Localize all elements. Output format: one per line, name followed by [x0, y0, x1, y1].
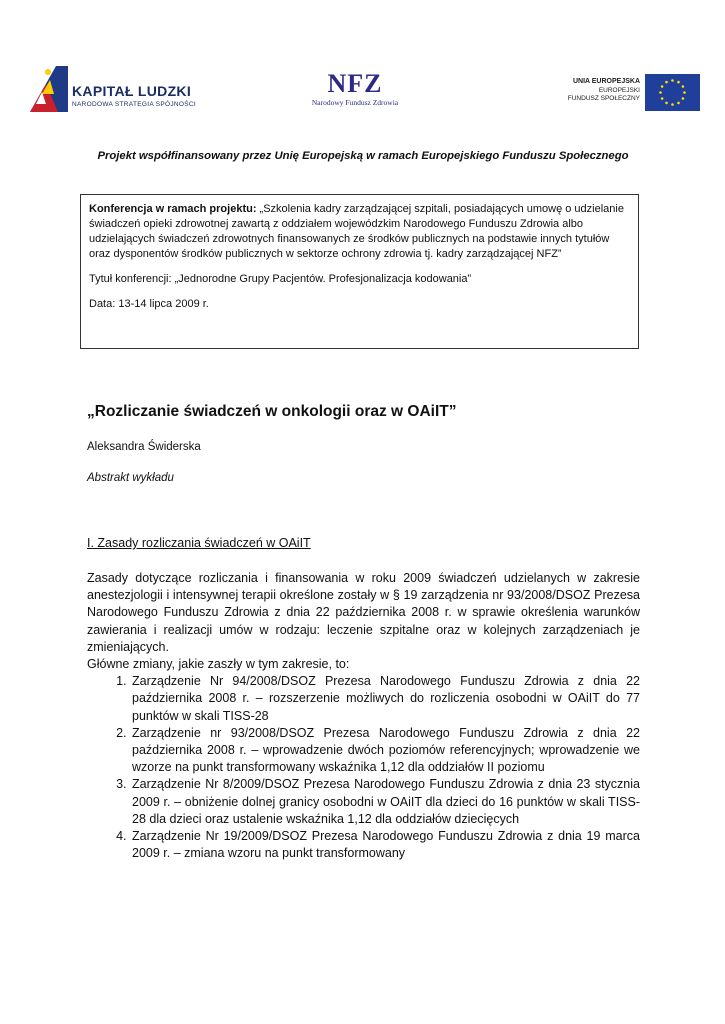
- project-description: „Szkolenia kadry zarządzającej szpitali, posiadających umowę o udzielanie świadczeń opieki zdrowotnej zawartą z oddziałem wojewódzkim Narodowego Funduszu Zdrowia albo udzielających świadczeń zdrowotnych finansowanych ze środków publicznych na podstawie innych tytułów oraz dysponentów środków publicznych w sektorze ochrony zdrowia tj. kadry zarządzającej NFZ”: [89, 203, 624, 260]
- eu-flag-icon: [645, 74, 700, 111]
- nfz-mark: NFZ: [327, 69, 383, 98]
- lecture-title: „Rozliczanie świadczeń w onkologii oraz w OAiIT”: [87, 403, 457, 420]
- document-body: [87, 150, 640, 861]
- conference-date: Data: 13-14 lipca 2009 r.: [89, 298, 209, 310]
- kapital-ludzki-emblem-icon: [28, 64, 70, 114]
- list-item: 4. Zarządzenie Nr 19/2009/DSOZ Prezesa Narodowego Funduszu Zdrowia z dnia 19 marca 2009 r. – zmiana wzoru na punkt transformowany: [130, 828, 640, 862]
- eu-logo: [540, 74, 700, 112]
- eu-line-3: FUNDUSZ SPOŁECZNY: [567, 95, 640, 102]
- project-label: Konferencja w ramach projektu:: [89, 203, 257, 215]
- abstract-label: Abstrakt wykładu: [87, 472, 174, 484]
- list-item: 1. Zarządzenie Nr 94/2008/DSOZ Prezesa Narodowego Funduszu Zdrowia z dnia 22 października 2008 r. – rozszerzenie możliwych do rozliczenia osobodni w OAiIT do 77 punktów w skali TISS-28: [130, 673, 640, 725]
- eu-line-1: UNIA EUROPEJSKA: [572, 78, 640, 85]
- list-item: 2. Zarządzenie nr 93/2008/DSOZ Prezesa Narodowego Funduszu Zdrowia z dnia 22 października 2008 r. – wprowadzenie dwóch poziomów referencyjnych; wprowadzenie we wzorze na punkt transformowany wskaźnika 1,12 dla oddziałów II poziomu: [130, 725, 640, 777]
- list-item: 3. Zarządzenie Nr 8/2009/DSOZ Prezesa Narodowego Funduszu Zdrowia z dnia 23 stycznia 2009 r. – obniżenie dolnej granicy osobodni w OAiIT dla dzieci do 16 punktów w skali TISS-28 dla dzieci oraz ustalenie wskaźnika 1,12 dla oddziałów dziecięcych: [130, 776, 640, 828]
- paragraph-1: Zasady dotyczące rozliczania i finansowania w roku 2009 świadczeń udzielanych w zakresie anestezjologii i intensywnej terapii określone zostały w § 19 zarządzenia nr 93/2008/DSOZ Prezesa Narodowego Funduszu Zdrowia z dnia 22 października 2008 r. w sprawie określenia warunków zawierania i realizacji umów w rodzaju: leczenie szpitalne oraz w kolejnych zarządzeniach je zmieniających.: [87, 571, 640, 654]
- section-text: [87, 570, 640, 862]
- project-paragraph: [89, 202, 630, 262]
- header-logos: [0, 0, 725, 130]
- paragraph-2: Główne zmiany, jakie zaszły w tym zakresie, to:: [87, 657, 350, 672]
- cofinancing-tagline: Projekt współfinansowany przez Unię Europejską w ramach Europejskiego Funduszu Społecznego: [97, 150, 629, 162]
- eu-line-2: EUROPEJSKI: [598, 86, 640, 94]
- eu-logo-text: [568, 78, 640, 104]
- conference-info-box: [80, 194, 639, 349]
- section-heading: I. Zasady rozliczania świadczeń w OAiIT: [87, 536, 311, 550]
- kapital-ludzki-logo: [28, 64, 218, 114]
- nfz-subtitle: Narodowy Fundusz Zdrowia: [311, 98, 399, 107]
- kapital-ludzki-subtitle: NARODOWA STRATEGIA SPÓJNOŚCI: [72, 101, 196, 108]
- nfz-logo: [300, 70, 410, 115]
- changes-list: [87, 673, 640, 862]
- kapital-ludzki-title: KAPITAŁ LUDZKI: [72, 83, 192, 99]
- author-name: Aleksandra Świderska: [87, 441, 201, 453]
- conference-title: Tytuł konferencji: „Jednorodne Grupy Pacjentów. Profesjonalizacja kodowania”: [89, 273, 472, 285]
